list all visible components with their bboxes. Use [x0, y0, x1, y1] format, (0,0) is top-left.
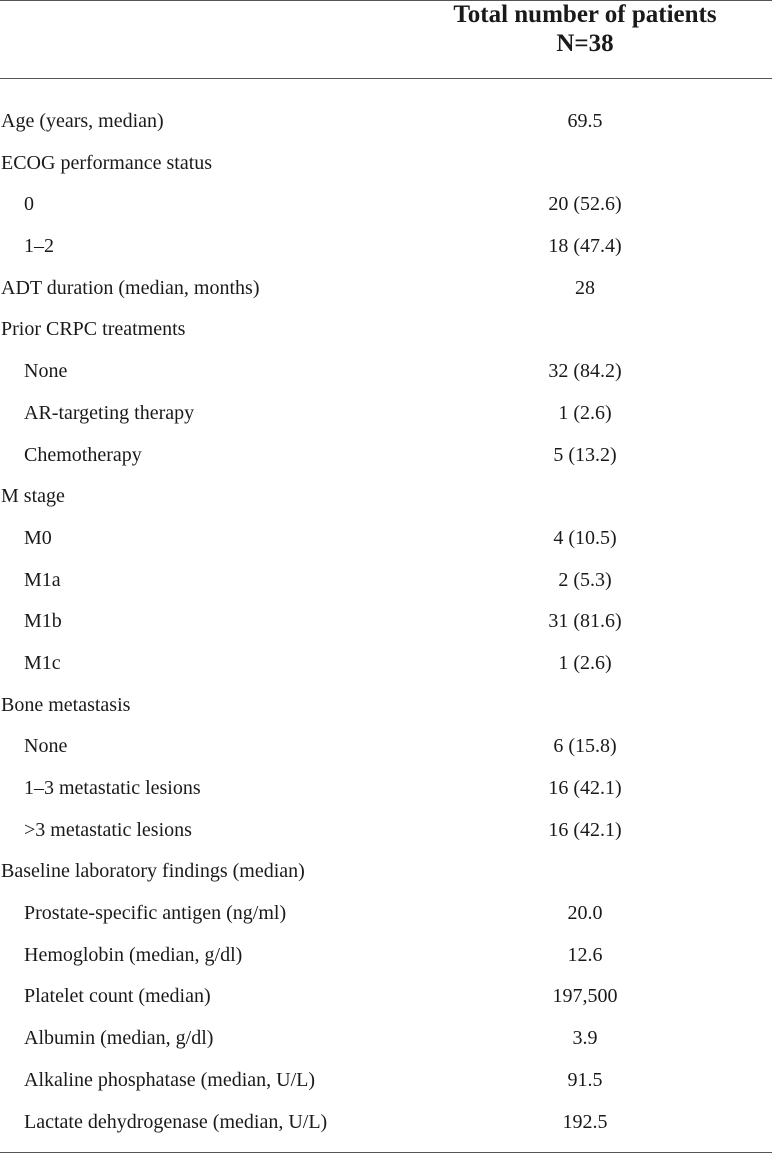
row-label: Baseline laboratory findings (median): [1, 860, 305, 883]
table-row: [0, 393, 772, 435]
row-value: 31 (81.6): [548, 610, 622, 633]
row-value: 5 (13.2): [553, 443, 617, 466]
row-value: 192.5: [562, 1110, 608, 1133]
row-value: 3.9: [572, 1027, 598, 1050]
table-row: [0, 976, 772, 1018]
table-row: [0, 851, 772, 893]
row-value: 4 (10.5): [553, 526, 617, 549]
row-label: 1–3 metastatic lesions: [24, 777, 201, 799]
row-value: 1 (2.6): [558, 651, 612, 674]
table-row: [0, 1018, 772, 1060]
row-label: Prior CRPC treatments: [1, 318, 186, 341]
header-rule: [0, 78, 772, 79]
table-row: [0, 1102, 772, 1144]
row-label: Albumin (median, g/dl): [24, 1027, 214, 1050]
table-row: [0, 643, 772, 685]
row-value: 20.0: [567, 902, 603, 925]
row-value: 6 (15.8): [553, 735, 617, 758]
row-label: 0: [24, 193, 34, 216]
table-row: [0, 518, 772, 560]
row-label: Age (years, median): [1, 110, 164, 132]
table-row: [0, 143, 772, 185]
row-value: 32 (84.2): [548, 360, 622, 383]
row-value: 1 (2.6): [558, 401, 612, 424]
row-value: 91.5: [567, 1068, 603, 1091]
row-value: 16 (42.1): [548, 818, 622, 841]
row-value: 18 (47.4): [548, 235, 622, 258]
row-label: M1a: [24, 568, 61, 591]
row-value: 16 (42.1): [548, 777, 622, 799]
table-row: [0, 309, 772, 351]
table-row: [0, 435, 772, 477]
row-value: 12.6: [567, 943, 603, 966]
table-row: [0, 601, 772, 643]
row-label: Alkaline phosphatase (median, U/L): [24, 1068, 316, 1091]
row-label: Chemotherapy: [24, 443, 142, 466]
row-label: Bone metastasis: [1, 693, 131, 716]
table-row: [0, 768, 772, 810]
table-row: [0, 935, 772, 977]
row-value: 69.5: [567, 110, 603, 132]
row-value: 197,500: [552, 985, 618, 1008]
table-row: [0, 726, 772, 768]
row-label: None: [24, 735, 68, 758]
bottom-rule: [0, 1152, 772, 1153]
row-label: ADT duration (median, months): [1, 276, 260, 299]
column-header-title: Total number of patients: [453, 1, 717, 28]
column-header: [400, 0, 770, 78]
row-value: 2 (5.3): [558, 568, 612, 591]
table-row: [0, 893, 772, 935]
row-label: Hemoglobin (median, g/dl): [24, 943, 243, 966]
row-label: ECOG performance status: [1, 151, 213, 174]
table-row: [0, 560, 772, 602]
table-row: [0, 268, 772, 310]
row-label: M0: [24, 526, 52, 549]
row-label: 1–2: [24, 235, 54, 258]
table-row: [0, 184, 772, 226]
row-value: 28: [575, 276, 595, 299]
row-label: M stage: [1, 485, 65, 508]
row-label: AR-targeting therapy: [24, 401, 195, 424]
table-row: [0, 476, 772, 518]
table-row: [0, 810, 772, 852]
row-value: 20 (52.6): [548, 193, 622, 216]
table-row: [0, 101, 772, 143]
row-label: M1b: [24, 610, 62, 633]
row-label: >3 metastatic lesions: [24, 818, 192, 841]
row-label: Lactate dehydrogenase (median, U/L): [24, 1110, 328, 1133]
table-row: [0, 226, 772, 268]
column-header-count: N=38: [556, 30, 614, 57]
table-body: [0, 101, 772, 1143]
row-label: M1c: [24, 651, 61, 674]
row-label: None: [24, 360, 68, 383]
table-row: [0, 685, 772, 727]
table-row: [0, 351, 772, 393]
row-label: Prostate-specific antigen (ng/ml): [24, 902, 287, 925]
table-row: [0, 1060, 772, 1102]
row-label: Platelet count (median): [24, 985, 211, 1008]
